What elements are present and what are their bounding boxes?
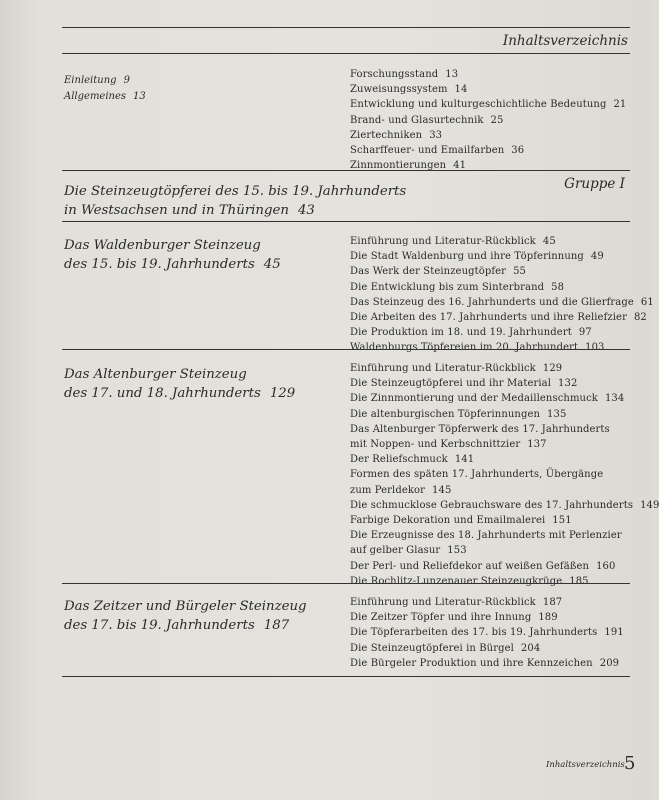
section-title-page: 187 [263, 618, 290, 633]
entry-page: 132 [558, 378, 578, 390]
entry-label: mit Noppen- und Kerbschnittzier [350, 439, 521, 451]
entry-page: 41 [453, 160, 467, 172]
entry-label: Die Erzeugnisse des 18. Jahrhunderts mit Perlenzier [350, 530, 622, 542]
section-title-line1: Das Zeitzer und Bürgeler Steinzeug [64, 599, 307, 614]
entry-label: Entwicklung und kulturgeschichtliche Bedeutung [350, 99, 607, 111]
entry-page: 151 [552, 515, 572, 527]
toc-entry [350, 143, 626, 158]
toc-entry [350, 610, 624, 625]
entry-page: 134 [604, 393, 625, 405]
entry-page: 103 [585, 342, 605, 354]
section-title-line2 [64, 616, 307, 635]
entry-page: 137 [527, 439, 547, 451]
entry-page: 204 [520, 642, 541, 654]
toc-entry [350, 595, 624, 610]
entry-page: 45 [542, 236, 556, 247]
entry-label: Einführung und Literatur-Rückblick [350, 597, 536, 608]
entry-label: Scharffeuer- und Emailfarben [350, 145, 505, 157]
entry-label: Der Reliefschmuck [350, 454, 448, 466]
header-rule-bottom [62, 53, 630, 54]
entry-page: 9 [123, 75, 130, 86]
section-title-zeitz-buergel [64, 597, 307, 635]
group-title-line2-text: in Westsachsen und in Thüringen [64, 203, 289, 218]
entry-label: Die Rochlitz-Lunzenauer Steinzeugkrüge [350, 575, 563, 587]
entry-label: Das Werk der Steinzeugtöpfer [350, 266, 507, 278]
entry-label: Die Zinnmontierung und der Medaillenschmuck [350, 393, 598, 405]
entry-page: 209 [599, 657, 620, 669]
section-title-line1: Das Altenburger Steinzeug [64, 367, 247, 382]
group-rule-top [62, 170, 630, 171]
intro-left-list [64, 73, 146, 105]
section-entries-zeitz-buergel [350, 595, 624, 671]
entry-label: Das Altenburger Töpferwerk des 17. Jahrhunderts [350, 423, 610, 435]
entry-label: zum Perldekor [350, 484, 426, 496]
section-rule-bottom [62, 676, 630, 677]
toc-entry [350, 452, 659, 467]
toc-entry-allgemeines [64, 89, 146, 105]
entry-page: 145 [432, 484, 452, 496]
section-entries-altenburg [350, 361, 659, 589]
toc-entry [350, 437, 659, 452]
section-title-line2 [64, 255, 281, 274]
toc-entry [350, 467, 659, 482]
toc-entry [350, 361, 659, 376]
toc-entry [350, 82, 626, 97]
toc-entry [350, 513, 659, 528]
section-title-page: 45 [263, 257, 281, 272]
toc-entry [350, 656, 624, 671]
entry-page: 160 [596, 560, 616, 572]
entry-page: 61 [640, 296, 654, 308]
entry-label: Die Arbeiten des 17. Jahrhunderts und ihre Reliefzier [350, 312, 627, 324]
section-entries-waldenburg [350, 234, 654, 356]
entry-label: Einführung und Literatur-Rückblick [350, 363, 536, 374]
toc-entry [350, 158, 626, 173]
entry-page: 187 [542, 597, 563, 608]
entry-label: Formen des späten 17. Jahrhunderts, Übergänge [350, 469, 604, 481]
entry-page: 153 [447, 545, 467, 557]
entry-label: Die altenburgischen Töpferinnungen [350, 408, 541, 420]
section-title-altenburg [64, 365, 295, 403]
entry-label: auf gelber Glasur [350, 545, 441, 557]
section-rule [62, 583, 630, 584]
entry-label: Farbige Dekoration und Emailmalerei [350, 515, 546, 527]
entry-label: Die Stadt Waldenburg und ihre Töpferinnung [350, 251, 584, 263]
entry-page: 36 [511, 145, 525, 157]
toc-entry [350, 128, 626, 143]
entry-page: 13 [445, 69, 459, 80]
entry-label: Die Produktion im 18. und 19. Jahrhundert [350, 327, 572, 339]
section-title-line2-text: des 17. bis 19. Jahrhunderts [64, 618, 255, 633]
entry-page: 21 [613, 99, 627, 111]
toc-entry [350, 234, 654, 249]
toc-entry [350, 498, 659, 513]
toc-entry [350, 483, 659, 498]
section-title-page: 129 [269, 386, 296, 401]
entry-page: 49 [590, 251, 604, 263]
intro-right-list [350, 67, 626, 173]
toc-entry [350, 310, 654, 325]
page-number: 5 [624, 753, 636, 774]
section-title-waldenburg [64, 236, 281, 274]
entry-label: Der Perl- und Reliefdekor auf weißen Gefäßen [350, 560, 590, 572]
toc-entry [350, 113, 626, 128]
group-title-line2 [64, 201, 406, 220]
entry-page: 33 [429, 129, 443, 141]
group-title [64, 182, 406, 220]
section-rule [62, 349, 630, 350]
entry-page: 141 [454, 454, 475, 466]
toc-entry [350, 528, 659, 543]
entry-label: Ziertechniken [350, 129, 423, 141]
entry-label: Einleitung [64, 75, 117, 86]
toc-entry [350, 391, 659, 406]
toc-entry [350, 625, 624, 640]
entry-page: 82 [633, 312, 647, 324]
entry-label: Das Steinzeug des 16. Jahrhunderts und die Glierfrage [350, 296, 634, 308]
entry-label: Brand- und Glasurtechnik [350, 114, 484, 126]
toc-entry [350, 407, 659, 422]
toc-entry [350, 97, 626, 112]
entry-label: Die Bürgeler Produktion und ihre Kennzeichen [350, 657, 593, 669]
toc-entry [350, 574, 659, 589]
toc-entry [350, 264, 654, 279]
toc-entry [350, 67, 626, 82]
toc-entry [350, 641, 624, 656]
section-title-line1: Das Waldenburger Steinzeug [64, 238, 261, 253]
entry-label: Forschungsstand [350, 69, 439, 80]
entry-page: 191 [604, 627, 624, 639]
toc-entry [350, 422, 659, 437]
section-title-line2-text: des 15. bis 19. Jahrhunderts [64, 257, 255, 272]
entry-page: 55 [513, 266, 526, 278]
toc-entry [350, 559, 659, 574]
entry-page: 13 [133, 91, 146, 102]
entry-page: 58 [551, 281, 565, 293]
toc-entry [350, 295, 654, 310]
entry-page: 129 [542, 363, 563, 374]
toc-entry [350, 280, 654, 295]
entry-label: Die Steinzeugtöpferei und ihr Material [350, 378, 552, 390]
entry-page: 135 [547, 408, 567, 420]
section-title-line2 [64, 384, 295, 403]
entry-label: Die Steinzeugtöpferei in Bürgel [350, 642, 514, 654]
group-label: Gruppe I [564, 176, 625, 192]
entry-page: 14 [454, 84, 468, 96]
toc-entry [350, 543, 659, 558]
entry-label: Zuweisungssystem [350, 84, 448, 96]
entry-label: Die schmucklose Gebrauchsware des 17. Jahrhunderts [350, 499, 634, 511]
entry-label: Zinnmontierungen [350, 160, 447, 172]
entry-label: Waldenburgs Töpfereien im 20. Jahrhundert [350, 342, 579, 354]
toc-entry [350, 376, 659, 391]
toc-entry [350, 325, 654, 340]
group-rule-bottom [62, 221, 630, 222]
entry-label: Die Töpferarbeiten des 17. bis 19. Jahrhunderts [350, 627, 598, 639]
toc-entry [350, 249, 654, 264]
footer-running-title: Inhaltsverzeichnis [546, 760, 625, 770]
entry-label: Die Zeitzer Töpfer und ihre Innung [350, 612, 532, 624]
entry-page: 149 [640, 499, 659, 511]
running-title: Inhaltsverzeichnis [502, 33, 628, 49]
entry-label: Einführung und Literatur-Rückblick [350, 236, 536, 247]
entry-label: Allgemeines [64, 91, 127, 102]
group-title-line1: Die Steinzeugtöpferei des 15. bis 19. Jahrhunderts [64, 184, 407, 199]
header-rule-top [62, 27, 630, 28]
section-title-line2-text: des 17. und 18. Jahrhunderts [64, 386, 261, 401]
entry-page: 97 [578, 327, 592, 339]
entry-page: 185 [569, 575, 589, 587]
entry-label: Die Entwicklung bis zum Sinterbrand [350, 281, 545, 293]
toc-entry-einleitung [64, 73, 146, 89]
entry-page: 189 [538, 612, 558, 624]
group-title-page: 43 [297, 203, 315, 218]
entry-page: 25 [490, 114, 504, 126]
